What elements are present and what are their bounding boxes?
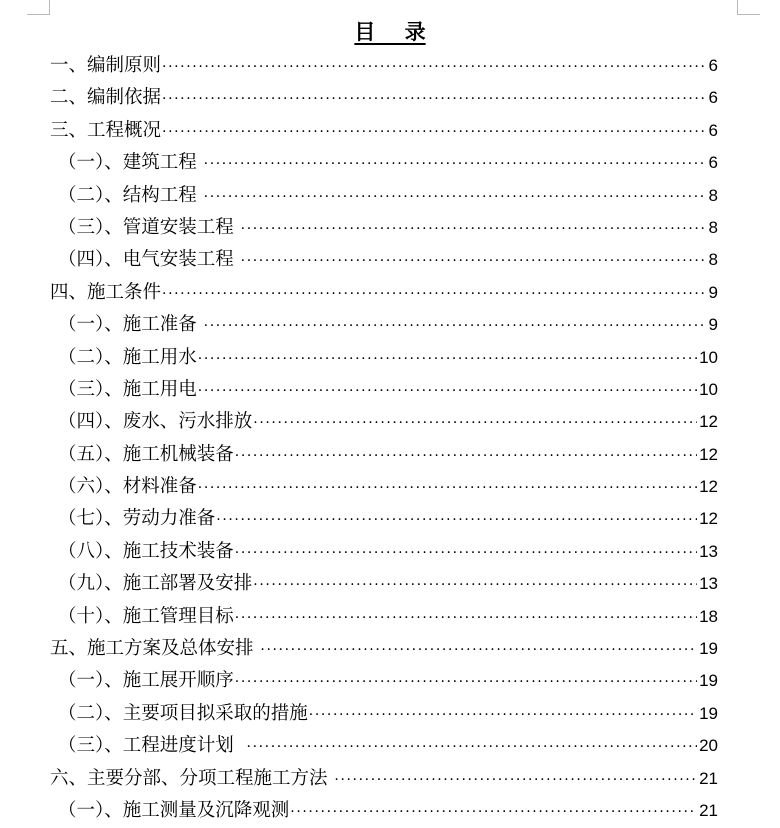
toc-entry-page-number: 19 [699, 639, 718, 659]
toc-entry-label: （九）、施工部署及安排 [58, 573, 253, 595]
toc-entry[interactable] [50, 536, 718, 568]
toc-entry-label: 三、工程概况 [50, 119, 162, 141]
toc-dot-leader [241, 245, 707, 277]
toc-entry-page-number: 21 [699, 800, 718, 820]
toc-entry-label: （三）、工程进度计划 [58, 735, 246, 757]
toc-entry[interactable] [50, 665, 718, 697]
toc-entry-label: （一）、施工准备 [58, 314, 203, 336]
toc-entry[interactable] [50, 309, 718, 341]
toc-entry-page-number: 6 [708, 88, 718, 108]
toc-dot-leader [235, 440, 697, 472]
toc-dot-leader [309, 699, 697, 731]
toc-dot-leader [204, 310, 707, 342]
toc-entry-page-number: 18 [699, 606, 718, 626]
toc-entry-label: 四、施工条件 [50, 281, 162, 303]
toc-dot-leader [198, 343, 697, 375]
toc-entry-page-number: 6 [708, 120, 718, 140]
toc-entry-page-number: 6 [708, 56, 718, 75]
toc-entry-label: （二）、主要项目拟采取的措施 [58, 702, 308, 724]
toc-dot-leader [253, 569, 697, 601]
toc-entry-label: （七）、劳动力准备 [58, 508, 216, 530]
toc-entry[interactable] [50, 439, 718, 471]
toc-entry-label: （四）、废水、污水排放 [58, 411, 253, 433]
toc-entry[interactable] [50, 795, 718, 827]
toc-title [0, 17, 780, 47]
toc-dot-leader [235, 602, 697, 634]
toc-dot-leader [290, 796, 697, 828]
toc-entry-page-number: 21 [699, 768, 718, 788]
toc-dot-leader [247, 731, 698, 763]
toc-entry-label: （四）、电气安装工程 [58, 249, 240, 271]
toc-entry-label: （十）、施工管理目标 [58, 605, 234, 627]
toc-dot-leader [334, 764, 697, 796]
toc-entry-page-number: 9 [708, 282, 718, 302]
toc-dot-leader [162, 278, 707, 310]
toc-entry[interactable] [50, 763, 718, 795]
toc-entry-page-number: 19 [699, 671, 718, 691]
toc-entry-page-number: 8 [708, 217, 718, 237]
toc-entry-label: 六、主要分部、分项工程施工方法 [50, 767, 334, 789]
toc-entry-page-number: 12 [699, 444, 718, 464]
toc-entry-page-number: 13 [699, 541, 718, 561]
crop-mark-top-left [27, 0, 50, 15]
toc-entry[interactable] [50, 633, 718, 665]
toc-dot-leader [204, 148, 707, 180]
toc-entry[interactable] [50, 115, 718, 147]
toc-entry-page-number: 8 [708, 185, 718, 205]
toc-entry[interactable] [50, 180, 718, 212]
toc-entry-label: （一）、施工测量及沉降观测 [58, 799, 290, 821]
toc-entry-label: 一、编制原则 [50, 55, 162, 76]
toc-dot-leader [235, 666, 697, 698]
toc-dot-leader [162, 51, 707, 83]
toc-dot-leader [260, 634, 697, 666]
toc-dot-leader [253, 407, 697, 439]
toc-entry-page-number: 19 [699, 703, 718, 723]
toc-entry-page-number: 10 [699, 379, 718, 399]
toc-entry-label: （二）、施工用水 [58, 346, 197, 368]
toc-entry[interactable] [50, 147, 718, 179]
toc-entry-label: 二、编制依据 [50, 87, 162, 109]
toc-entry[interactable] [50, 698, 718, 730]
toc-entry-label: （八）、施工技术装备 [58, 540, 234, 562]
toc-entry[interactable] [50, 471, 718, 503]
toc-dot-leader [162, 116, 707, 148]
toc-entry-label: （六）、材料准备 [58, 476, 197, 498]
toc-dot-leader [241, 213, 707, 245]
toc-entry-label: （五）、施工机械装备 [58, 443, 234, 465]
toc-entry-page-number: 13 [699, 574, 718, 594]
toc-dot-leader [204, 181, 707, 213]
toc-entry-label: （一）、施工展开顺序 [58, 670, 234, 692]
toc-title-text: 目 录 [354, 19, 426, 44]
toc-entry[interactable] [50, 730, 718, 762]
toc-dot-leader [198, 375, 697, 407]
toc-dot-leader [235, 537, 697, 569]
toc-entry-page-number: 12 [699, 412, 718, 432]
toc-entry-label: （二）、结构工程 [58, 184, 203, 206]
toc-entry[interactable] [50, 277, 718, 309]
toc-dot-leader [198, 472, 697, 504]
table-of-contents [50, 50, 718, 827]
toc-entry[interactable] [50, 568, 718, 600]
toc-entry-page-number: 9 [708, 315, 718, 335]
toc-entry[interactable] [50, 503, 718, 535]
toc-entry-page-number: 20 [699, 736, 718, 756]
toc-entry[interactable] [50, 374, 718, 406]
toc-entry-label: （三）、施工用电 [58, 378, 197, 400]
crop-mark-top-right [737, 0, 760, 15]
toc-entry-page-number: 10 [699, 347, 718, 367]
toc-entry[interactable] [50, 50, 718, 82]
toc-entry[interactable] [50, 212, 718, 244]
toc-entry[interactable] [50, 601, 718, 633]
toc-entry-label: （一）、建筑工程 [58, 152, 203, 174]
toc-entry[interactable] [50, 342, 718, 374]
toc-entry-page-number: 6 [708, 153, 718, 173]
toc-entry-page-number: 8 [708, 250, 718, 270]
toc-entry[interactable] [50, 406, 718, 438]
toc-dot-leader [162, 83, 707, 115]
toc-entry[interactable] [50, 244, 718, 276]
toc-entry-label: 五、施工方案及总体安排 [50, 638, 260, 660]
toc-entry-label: （三）、管道安装工程 [58, 216, 240, 238]
toc-entry-page-number: 12 [699, 509, 718, 529]
toc-dot-leader [216, 504, 697, 536]
toc-entry-page-number: 12 [699, 477, 718, 497]
toc-entry[interactable] [50, 82, 718, 114]
